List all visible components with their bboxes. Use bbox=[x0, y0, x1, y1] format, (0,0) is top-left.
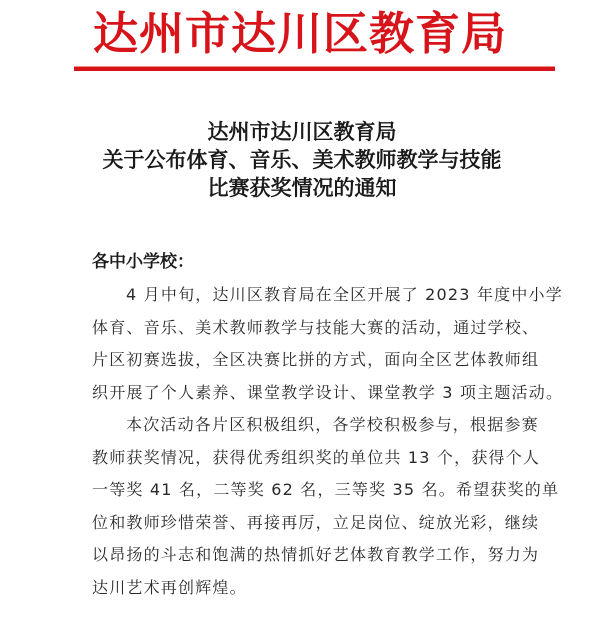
notice-title-line-1: 达州市达川区教育局 bbox=[207, 119, 397, 144]
masthead-title: 达州市达川区教育局 bbox=[92, 7, 507, 60]
notice-body bbox=[92, 279, 564, 604]
masthead-red-rule bbox=[74, 67, 555, 71]
paragraph-1 bbox=[92, 279, 564, 409]
body-line: 位和教师珍惜荣誉、再接再厉，立足岗位、绽放光彩，继续 bbox=[92, 512, 540, 532]
notice-title-line-2: 关于公布体育、音乐、美术教师教学与技能 bbox=[102, 147, 502, 172]
body-line: 织开展了个人素养、课堂教学设计、课堂教学 3 项主题活动。 bbox=[92, 382, 564, 402]
body-line: 达川艺术再创辉煌。 bbox=[92, 577, 247, 597]
body-line: 教师获奖情况，获得优秀组织奖的单位共 13 个，获得个人 bbox=[92, 447, 541, 467]
body-line: 片区初赛选拔，全区决赛比拼的方式，面向全区艺体教师组 bbox=[92, 350, 540, 369]
notice-title bbox=[0, 118, 600, 202]
body-line: 一等奖 41 名，二等奖 62 名，三等奖 35 名。希望获奖的单 bbox=[92, 480, 560, 499]
body-line: 体育、音乐、美术教师教学与技能大赛的活动，通过学校、 bbox=[92, 317, 540, 337]
body-line: 以昂扬的斗志和饱满的热情抓好艺体教育教学工作，努力为 bbox=[92, 545, 540, 564]
body-line: 4 月中旬，达川区教育局在全区开展了 2023 年度中小学 bbox=[126, 285, 563, 304]
body-line: 本次活动各片区积极组织，各学校积极参与，根据参赛 bbox=[126, 415, 539, 434]
notice-title-line-3: 比赛获奖情况的通知 bbox=[207, 175, 397, 200]
salutation: 各中小学校： bbox=[92, 252, 194, 272]
paragraph-2 bbox=[92, 409, 560, 604]
